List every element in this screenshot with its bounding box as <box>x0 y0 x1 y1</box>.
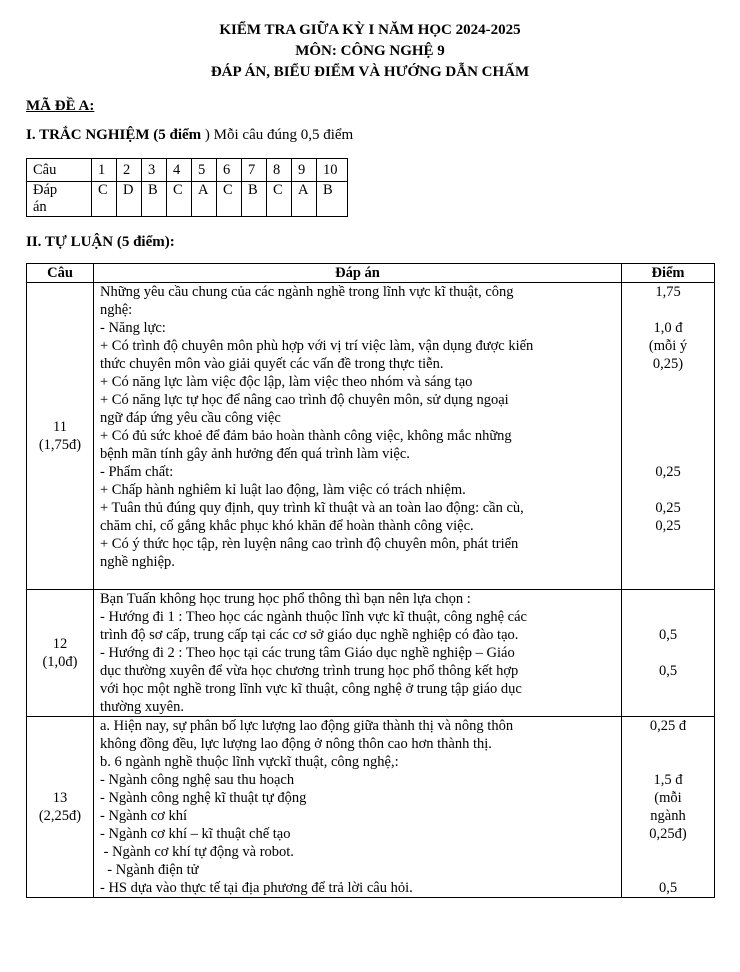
answer-letter: D <box>117 182 142 217</box>
answer-letter: A <box>192 182 217 217</box>
essay-row-q12 <box>27 590 715 717</box>
question-number: 1 <box>92 159 117 182</box>
part1-heading <box>26 127 353 144</box>
multiple-choice-table <box>26 158 348 217</box>
question-number: 4 <box>167 159 192 182</box>
answer-letter: B <box>317 182 348 217</box>
header-line-2: MÔN: CÔNG NGHỆ 9 <box>295 43 445 59</box>
row-label-question: Câu <box>27 159 92 182</box>
question-number: 3 <box>142 159 167 182</box>
answer-letter: C <box>217 182 242 217</box>
essay-header-row <box>27 264 715 283</box>
answer-cell: Bạn Tuấn không học trung học phổ thông thì bạn nên lựa chọn : - Hướng đi 1 : Theo học các ngành thuộc lĩnh vực kĩ thuật, công nghệ các trình độ sơ cấp, trung cấp tại các cơ sở giáo dục nghề nghiệp có đào tạo. - Hướng đi 2 : Theo học tại các trung tâm Giáo dục nghề nghiệp – Giáo dục thường xuyên để vừa học chương trình trung học phổ thông kết hợp với học một nghề trong lĩnh vực kĩ thuật, công nghệ ở trung tập giáo dục thường xuyên. <box>94 590 622 717</box>
col-header-answer: Đáp án <box>94 264 622 283</box>
question-number: 8 <box>267 159 292 182</box>
answer-letter: C <box>167 182 192 217</box>
part2-title: II. TỰ LUẬN (5 điểm): <box>26 234 175 250</box>
col-header-score: Điểm <box>622 264 715 283</box>
essay-table <box>26 263 715 898</box>
question-number: 5 <box>192 159 217 182</box>
essay-row-q11 <box>27 283 715 590</box>
question-number: 9 <box>292 159 317 182</box>
score-cell: 1,75 1,0 đ (mỗi ý 0,25) 0,25 0,25 0,25 <box>622 283 715 590</box>
question-row <box>27 159 348 182</box>
part1-title: I. TRẮC NGHIỆM (5 điểm <box>26 127 202 143</box>
question-cell: 12 (1,0đ) <box>27 590 94 717</box>
header-line-1: KIỂM TRA GIỮA KỲ I NĂM HỌC 2024-2025 <box>219 22 521 38</box>
question-cell: 13 (2,25đ) <box>27 717 94 898</box>
question-number: 10 <box>317 159 348 182</box>
question-number: 7 <box>242 159 267 182</box>
part1-note: ) Mỗi câu đúng 0,5 điểm <box>201 127 354 143</box>
question-number: 6 <box>217 159 242 182</box>
answer-cell: Những yêu cầu chung của các ngành nghề trong lĩnh vực kĩ thuật, công nghệ: - Năng lực: + Có trình độ chuyên môn phù hợp với vị trí việc làm, vận dụng được kiến thức chuyên môn vào giải quyết các vấn đề trong thực tiễn. + Có năng lực làm việc độc lập, làm việc theo nhóm và sáng tạo + Có năng lực tự học để nâng cao trình độ chuyên môn, sử dụng ngoại ngữ đáp ứng yêu cầu công việc + Có đủ sức khoẻ để đảm bảo hoàn thành công việc, không mắc những bệnh mãn tính gây ảnh hưởng đến quá trình làm việc. - Phẩm chất: + Chấp hành nghiêm kỉ luật lao động, làm việc có trách nhiệm. + Tuân thủ đúng quy định, quy trình kĩ thuật và an toàn lao động: cần cù, chăm chỉ, cố gắng khắc phục khó khăn để hoàn thành công việc. + Có ý thức học tập, rèn luyện nâng cao trình độ chuyên môn, phát triển nghề nghiệp. <box>94 283 622 590</box>
question-number: 2 <box>117 159 142 182</box>
essay-row-q13 <box>27 717 715 898</box>
exam-code: MÃ ĐỀ A: <box>26 98 95 114</box>
answer-letter: B <box>142 182 167 217</box>
score-cell: 0,25 đ 1,5 đ (mỗi ngành 0,25đ) 0,5 <box>622 717 715 898</box>
answer-letter: B <box>242 182 267 217</box>
header-line-3: ĐÁP ÁN, BIỂU ĐIỂM VÀ HƯỚNG DẪN CHẤM <box>210 64 530 80</box>
col-header-question: Câu <box>27 264 94 283</box>
score-cell: 0,5 0,5 <box>622 590 715 717</box>
answer-letter: C <box>92 182 117 217</box>
answer-row <box>27 182 348 217</box>
question-cell: 11 (1,75đ) <box>27 283 94 590</box>
row-label-answer: Đáp án <box>27 182 92 217</box>
answer-cell: a. Hiện nay, sự phân bố lực lượng lao động giữa thành thị và nông thôn không đồng đều, lực lượng lao động ở nông thôn cao hơn thành thị. b. 6 ngành nghề thuộc lĩnh vựckĩ thuật, công nghệ,: - Ngành công nghệ sau thu hoạch - Ngành công nghệ kĩ thuật tự động - Ngành cơ khí - Ngành cơ khí – kĩ thuật chế tạo - Ngành cơ khí tự động và robot. - Ngành điện tử - HS dựa vào thực tế tại địa phương để trả lời câu hỏi. <box>94 717 622 898</box>
answer-letter: A <box>292 182 317 217</box>
answer-letter: C <box>267 182 292 217</box>
